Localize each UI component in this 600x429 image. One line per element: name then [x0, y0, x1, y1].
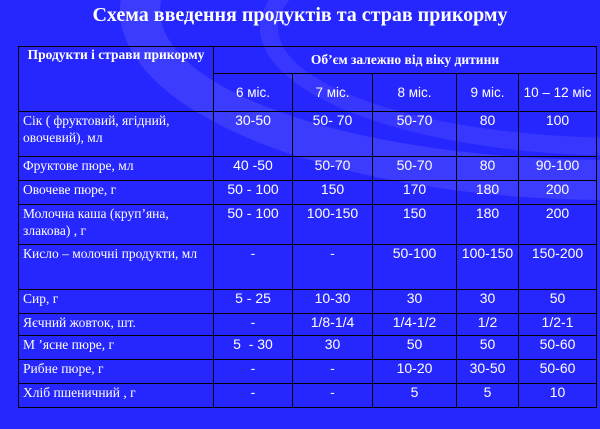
age-header: 6 міс.	[214, 74, 293, 112]
value-cell: -	[293, 384, 373, 408]
table-row	[19, 290, 597, 314]
table-row	[19, 181, 597, 205]
value-cell: 100-150	[457, 245, 519, 290]
value-cell: 5 - 25	[214, 290, 293, 314]
value-cell: 50-60	[519, 360, 597, 384]
value-cell: 50	[373, 336, 457, 360]
value-cell: 5 - 30	[214, 336, 293, 360]
value-cell: 1/2-1	[519, 314, 597, 336]
table-header-row	[19, 47, 597, 74]
value-cell: -	[214, 245, 293, 290]
value-cell: 50-100	[373, 245, 457, 290]
product-cell: Сир, г	[19, 290, 214, 314]
value-cell: 30	[293, 336, 373, 360]
value-cell: -	[293, 360, 373, 384]
value-cell: 150-200	[519, 245, 597, 290]
value-cell: 50 - 100	[214, 205, 293, 245]
age-header: 7 міс.	[293, 74, 373, 112]
value-cell: -	[214, 360, 293, 384]
value-cell: 1/2	[457, 314, 519, 336]
value-cell: 10-20	[373, 360, 457, 384]
product-cell: Рибне пюре, г	[19, 360, 214, 384]
value-cell: 50-60	[519, 336, 597, 360]
page-title: Схема введення продуктів та страв прикорму	[92, 4, 508, 26]
product-cell: Молочна каша (круп’яна, злакова) , г	[19, 205, 214, 245]
value-cell: -	[214, 384, 293, 408]
table-row	[19, 157, 597, 181]
table-row	[19, 245, 597, 290]
value-cell: 150	[373, 205, 457, 245]
header-product: Продукти і страви прикорму	[19, 47, 214, 112]
feeding-schedule-table	[18, 46, 597, 408]
value-cell: 50 - 100	[214, 181, 293, 205]
age-header: 8 міс.	[373, 74, 457, 112]
age-header: 9 міс.	[457, 74, 519, 112]
product-cell: Кисло – молочні продукти, мл	[19, 245, 214, 290]
value-cell: 5	[457, 384, 519, 408]
value-cell: 50-70	[373, 112, 457, 157]
value-cell: -	[214, 314, 293, 336]
table-row	[19, 336, 597, 360]
product-cell: Сік ( фруктовий, ягідний, овочевий), мл	[19, 112, 214, 157]
value-cell: 30	[457, 290, 519, 314]
table-row	[19, 205, 597, 245]
value-cell: 50-70	[373, 157, 457, 181]
product-cell: Фруктове пюре, мл	[19, 157, 214, 181]
header-volume: Об’єм залежно від віку дитини	[214, 47, 597, 74]
value-cell: 30-50	[457, 360, 519, 384]
table-row	[19, 112, 597, 157]
value-cell: 170	[373, 181, 457, 205]
product-cell: Хліб пшеничний , г	[19, 384, 214, 408]
value-cell: 200	[519, 205, 597, 245]
product-cell: М ’ясне пюре, г	[19, 336, 214, 360]
table-row	[19, 314, 597, 336]
value-cell: 1/8-1/4	[293, 314, 373, 336]
value-cell: 1/4-1/2	[373, 314, 457, 336]
product-cell: Овочеве пюре, г	[19, 181, 214, 205]
value-cell: 200	[519, 181, 597, 205]
value-cell: 30-50	[214, 112, 293, 157]
value-cell: 100	[519, 112, 597, 157]
value-cell: 150	[293, 181, 373, 205]
value-cell: 50	[457, 336, 519, 360]
value-cell: 40 -50	[214, 157, 293, 181]
value-cell: 80	[457, 157, 519, 181]
value-cell: 5	[373, 384, 457, 408]
product-cell: Яєчний жовток, шт.	[19, 314, 214, 336]
value-cell: 100-150	[293, 205, 373, 245]
value-cell: -	[293, 245, 373, 290]
table-row	[19, 384, 597, 408]
value-cell: 50- 70	[293, 112, 373, 157]
value-cell: 30	[373, 290, 457, 314]
age-header: 10 – 12 міс	[519, 74, 597, 112]
value-cell: 10-30	[293, 290, 373, 314]
value-cell: 180	[457, 205, 519, 245]
value-cell: 80	[457, 112, 519, 157]
value-cell: 50	[519, 290, 597, 314]
value-cell: 180	[457, 181, 519, 205]
value-cell: 90-100	[519, 157, 597, 181]
value-cell: 10	[519, 384, 597, 408]
table-row	[19, 360, 597, 384]
value-cell: 50-70	[293, 157, 373, 181]
